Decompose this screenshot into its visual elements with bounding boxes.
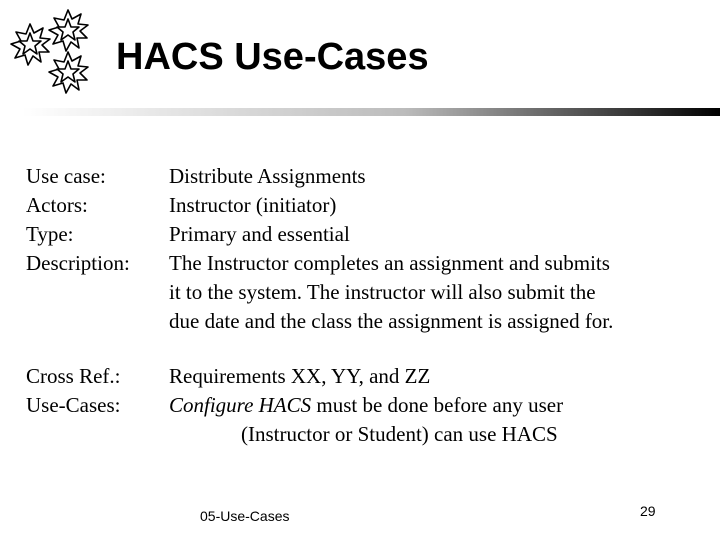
actors-label: Actors:: [26, 193, 88, 217]
use-case-value: Distribute Assignments: [169, 164, 366, 188]
actors-value: Instructor (initiator): [169, 193, 337, 217]
description-row: [26, 249, 613, 278]
use-cases-value: [169, 391, 563, 420]
cross-ref-label: Cross Ref.:: [26, 364, 121, 388]
use-case-row: [26, 162, 613, 191]
description-line-1: The Instructor completes an assignment and submits: [169, 251, 610, 275]
description-label: Description:: [26, 251, 130, 275]
use-cases-label: Use-Cases:: [26, 393, 121, 417]
stars-logo-icon: [4, 6, 100, 102]
footer-text: 05-Use-Cases: [200, 508, 290, 524]
slide-title: HACS Use-Cases: [116, 36, 429, 78]
use-cases-line-2: (Instructor or Student) can use HACS: [241, 422, 558, 446]
type-row: [26, 220, 613, 249]
use-cases-italic-ref: Configure HACS: [169, 393, 312, 417]
use-case-details: [26, 162, 613, 336]
type-value: Primary and essential: [169, 222, 350, 246]
description-line-2: it to the system. The instructor will also submit the: [169, 280, 596, 304]
title-divider: [22, 108, 720, 116]
use-cases-rest: must be done before any user: [311, 393, 564, 417]
reference-details: [26, 362, 563, 449]
actors-row: [26, 191, 613, 220]
type-label: Type:: [26, 222, 74, 246]
page-number: 29: [640, 503, 656, 519]
description-line-3: due date and the class the assignment is assigned for.: [169, 309, 614, 333]
use-case-label: Use case:: [26, 164, 106, 188]
cross-ref-row: [26, 362, 563, 391]
use-cases-row: [26, 391, 563, 420]
cross-ref-value: Requirements XX, YY, and ZZ: [169, 364, 431, 388]
